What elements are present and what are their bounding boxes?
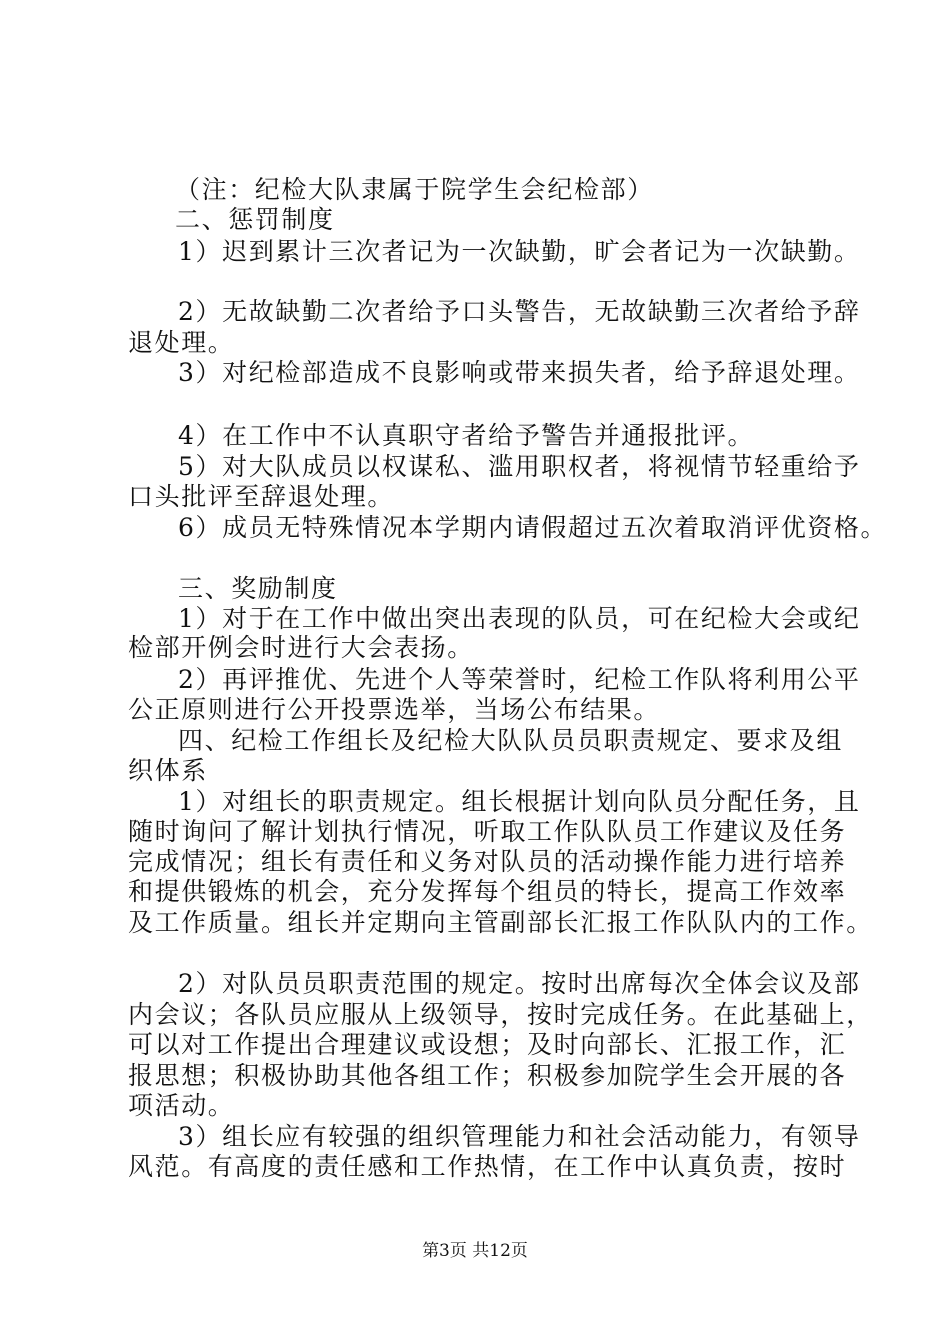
paragraph-line: 5）对大队成员以权谋私、滥用职权者，将视情节轻重给予 (178, 452, 861, 481)
section-heading-punishment: 二、惩罚制度 (175, 205, 335, 234)
paragraph-line: 随时询问了解计划执行情况，听取工作队队员工作建议及任务 (128, 817, 847, 846)
paragraph-line: 完成情况；组长有责任和义务对队员的活动操作能力进行培养 (128, 847, 847, 876)
paragraph-line: 风范。有高度的责任感和工作热情，在工作中认真负责，按时 (128, 1152, 847, 1181)
paragraph-line: 织体系 (128, 756, 208, 785)
paragraph-line: 检部开例会时进行大会表扬。 (128, 633, 474, 662)
section-heading-reward: 三、奖励制度 (178, 574, 338, 603)
paragraph-line: 2）对队员员职责范围的规定。按时出席每次全体会议及部 (178, 969, 861, 998)
paragraph-line: 和提供锻炼的机会，充分发挥每个组员的特长，提高工作效率 (128, 877, 847, 906)
paragraph-line: 4）在工作中不认真职守者给予警告并通报批评。 (178, 421, 755, 450)
paragraph-line: 项活动。 (128, 1091, 235, 1120)
page-number-footer: 第3页 共12页 (422, 1241, 528, 1261)
paragraph-line: 1）对于在工作中做出突出表现的队员，可在纪检大会或纪 (178, 604, 861, 633)
paragraph-line: 报思想；积极协助其他各组工作；积极参加院学生会开展的各 (128, 1061, 847, 1090)
paragraph-line: 可以对工作提出合理建议或设想；及时向部长、汇报工作，汇 (128, 1030, 847, 1059)
note-line: （注：纪检大队隶属于院学生会纪检部） (175, 175, 654, 204)
paragraph-line: 2）无故缺勤二次者给予口头警告，无故缺勤三次者给予辞 (178, 297, 861, 326)
paragraph-line: 口头批评至辞退处理。 (128, 482, 395, 511)
paragraph-line: 3）对纪检部造成不良影响或带来损失者，给予辞退处理。 (178, 358, 861, 387)
paragraph-line: 退处理。 (128, 328, 235, 357)
paragraph-line: 2）再评推优、先进个人等荣誉时，纪检工作队将利用公平 (178, 665, 861, 694)
paragraph-line: 3）组长应有较强的组织管理能力和社会活动能力，有领导 (178, 1122, 861, 1151)
paragraph-line: 内会议；各队员应服从上级领导，按时完成任务。在此基础上， (128, 1000, 873, 1029)
paragraph-line: 及工作质量。组长并定期向主管副部长汇报工作队队内的工作。 (128, 908, 873, 937)
paragraph-line: 6）成员无特殊情况本学期内请假超过五次着取消评优资格。 (178, 513, 888, 542)
paragraph-line: 1）对组长的职责规定。组长根据计划向队员分配任务，且 (178, 787, 861, 816)
paragraph-line: 1）迟到累计三次者记为一次缺勤，旷会者记为一次缺勤。 (178, 237, 861, 266)
section-heading-duties: 四、纪检工作组长及纪检大队队员员职责规定、要求及组 (178, 726, 844, 755)
paragraph-line: 公正原则进行公开投票选举，当场公布结果。 (128, 695, 661, 724)
